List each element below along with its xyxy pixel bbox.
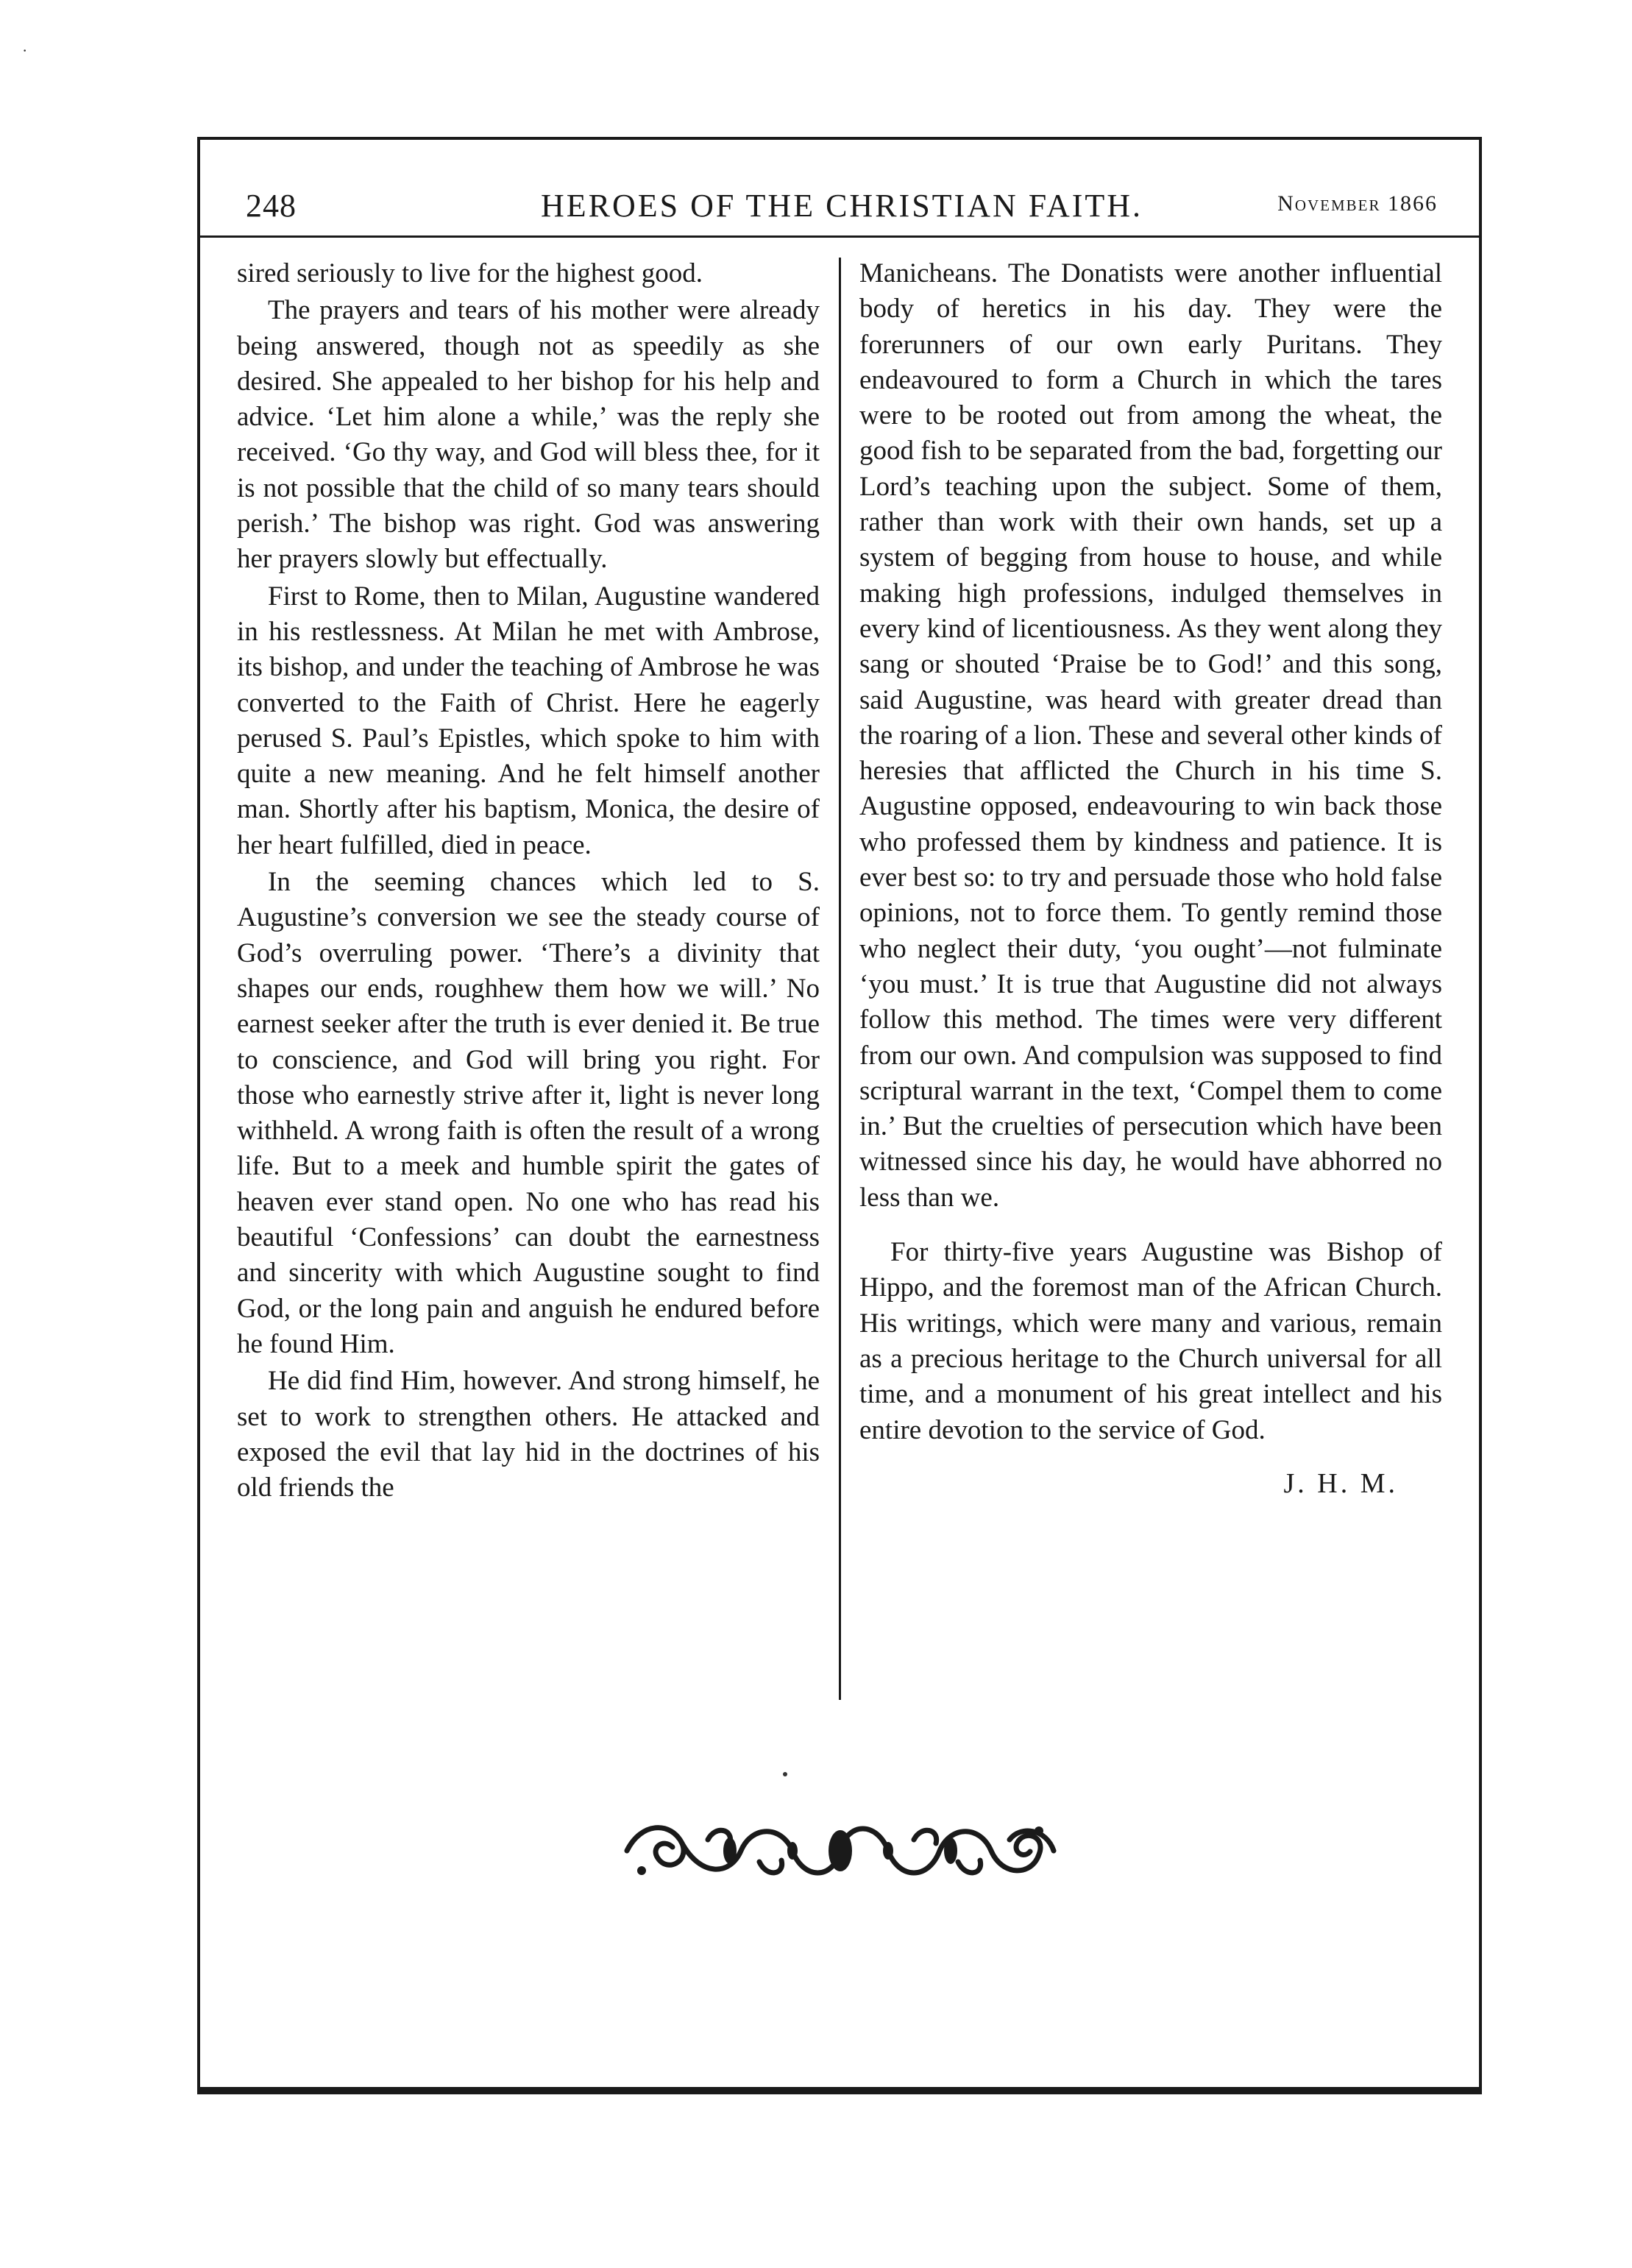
page-frame: [197, 137, 1482, 2094]
column-divider: [839, 258, 841, 1700]
left-column: [237, 256, 820, 1506]
stray-dot: [783, 1772, 787, 1776]
author-signature: J. H. M.: [1283, 1467, 1398, 1499]
paragraph: He did find Him, however. And strong himself, he set to work to strengthen others. He attacked and exposed the evil that lay hid in the doctrines of his old friends the: [237, 1366, 820, 1503]
paragraph: First to Rome, then to Milan, Augustine wandered in his restlessness. At Milan he met with Ambrose, its bishop, and under the teaching of Ambrose he was converted to the Faith of Christ. Here he eagerly perused S. Paul’s Epistles, which spoke to him with quite a new meaning. And he felt himself another man. Shortly after his baptism, Monica, the desire of her heart fulfilled, died in peace.: [237, 581, 820, 860]
issue-date: November 1866: [1277, 191, 1438, 216]
paragraph: sired seriously to live for the highest good.: [237, 258, 703, 288]
decorative-scroll-ornament-icon: [612, 1810, 1068, 1891]
paragraph: For thirty-five years Augustine was Bishop of Hippo, and the foremost man of the African Church. His writings, which were many and various, remain as a precious heritage to the Church universal for all time, and a monument of his great intellect and his entire devotion to the service of God.: [859, 1237, 1442, 1445]
page-header: [246, 187, 1438, 231]
running-title: HEROES OF THE CHRISTIAN FAITH.: [540, 188, 1143, 224]
right-column: [859, 256, 1442, 1500]
paragraph: Manicheans. The Donatists were another influential body of heretics in his day. They were the forerunners of our own early Puritans. They endeavoured to form a Church in which the tares were to be rooted out from among the wheat, the good fish to be separated from the bad, forgetting our Lord’s teaching upon the subject. Some of them, rather than work with their own hands, set up a system of begging from house to house, and while making high professions, indulged themselves in every kind of licentiousness. As they went along they sang or shouted ‘Praise be to God!’ and this song, said Augustine, was heard with greater dread than the roaring of a lion. These and several other kinds of heresies that afflicted the Church in his time S. Augustine opposed, endeavouring to win back those who professed them by kindness and patience. It is ever best so: to try and persuade those who hold false opinions, not to force them. To gently remind those who neglect their duty, ‘you ought’—not fulminate ‘you must.’ It is true that Augustine did not always follow this method. The times were very different from our own. And compulsion was supposed to find scriptural warrant in the text, ‘Compel them to come in.’ But the cruelties of persecution which have been witnessed since his day, he would have abhorred no less than we.: [859, 258, 1442, 1213]
paragraph: The prayers and tears of his mother were already being answered, though not as speedily as she desired. She appealed to her bishop for his help and advice. ‘Let him alone a while,’ was the reply she received. ‘Go thy way, and God will bless thee, for it is not possible that the child of so many tears should perish.’ The bishop was right. God was answering her prayers slowly but effectually.: [237, 295, 820, 575]
header-rule: [200, 235, 1479, 238]
page-number: 248: [246, 188, 297, 224]
margin-speck: ·: [22, 41, 28, 60]
paragraph: In the seeming chances which led to S. Augustine’s conversion we see the steady course of God’s overruling power. ‘There’s a divinity that shapes our ends, roughhew them how we will.’ No earnest seeker after the truth is ever denied it. Be true to conscience, and God will bring you right. For those who earnestly strive after it, light is never long withheld. A wrong faith is often the result of a wrong life. But to a meek and humble spirit the gates of heaven ever stand open. No one who has read his beautiful ‘Confessions’ can doubt the earnestness and sincerity with which Augustine sought to find God, or the long pain and anguish he endured before he found Him.: [237, 867, 820, 1359]
